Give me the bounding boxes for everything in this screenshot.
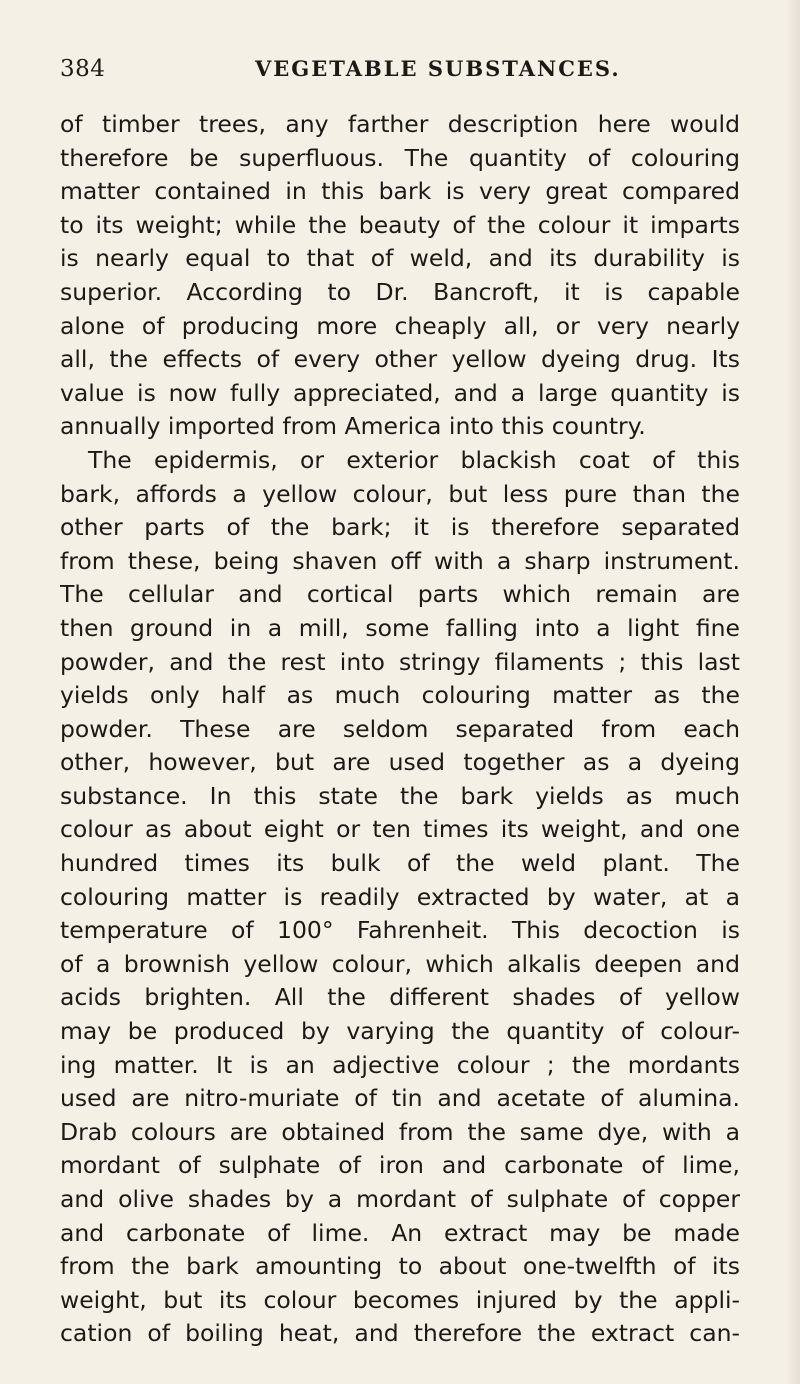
- page-edge-shadow: [786, 0, 800, 1384]
- text-line: other parts of the bark; it is therefore separated: [60, 513, 740, 542]
- text-line: all, the effects of every other yellow dyeing drug. Its: [60, 345, 740, 374]
- text-line: colour as about eight or ten times its weight, and one: [60, 815, 740, 844]
- text-line: may be produced by varying the quantity of colour-: [60, 1017, 740, 1046]
- text-line: matter contained in this bark is very great compared: [60, 177, 740, 206]
- text-line: ing matter. It is an adjective colour ; the mordants: [60, 1050, 740, 1079]
- text-line: The cellular and cortical parts which remain are: [60, 580, 740, 609]
- text-line: other, however, but are used together as a dyeing: [60, 748, 740, 777]
- text-line: hundred times its bulk of the weld plant. The: [60, 849, 740, 878]
- text-line: from these, being shaven off with a sharp instrument.: [60, 546, 740, 575]
- body-text: [60, 108, 740, 1351]
- text-line: mordant of sulphate of iron and carbonate of lime,: [60, 1151, 740, 1180]
- text-line: weight, but its colour becomes injured by the appli-: [60, 1285, 740, 1314]
- text-line: from the bark amounting to about one-twelfth of its: [60, 1252, 740, 1281]
- text-line: to its weight; while the beauty of the colour it imparts: [60, 210, 740, 239]
- text-line: powder. These are seldom separated from each: [60, 714, 740, 743]
- text-line: is nearly equal to that of weld, and its durability is: [60, 244, 740, 273]
- text-line: of timber trees, any farther description here would: [60, 110, 740, 138]
- page-number: 384: [60, 56, 106, 82]
- text-line: of a brownish yellow colour, which alkalis deepen and: [60, 949, 740, 978]
- text-line: bark, affords a yellow colour, but less pure than the: [60, 479, 740, 508]
- running-title: VEGETABLE SUBSTANCES.: [255, 56, 621, 81]
- text-line: acids brighten. All the different shades of yellow: [60, 983, 740, 1012]
- text-line: Drab colours are obtained from the same dye, with a: [60, 1117, 740, 1146]
- paragraph-start-line: The epidermis, or exterior blackish coat of this: [88, 445, 740, 474]
- text-line: cation of boiling heat, and therefore the extract can-: [60, 1319, 740, 1348]
- running-head: [60, 56, 740, 92]
- text-line: and carbonate of lime. An extract may be made: [60, 1218, 740, 1247]
- paragraph-end-line: annually imported from America into this country.: [60, 412, 646, 441]
- text-line: superior. According to Dr. Bancroft, it is capable: [60, 277, 740, 306]
- text-line: used are nitro-muriate of tin and acetate of alumina.: [60, 1084, 740, 1113]
- text-line: alone of producing more cheaply all, or very nearly: [60, 311, 740, 340]
- text-line: colouring matter is readily extracted by water, at a: [60, 882, 740, 911]
- text-line: then ground in a mill, some falling into a light fine: [60, 613, 740, 642]
- text-line: yields only half as much colouring matter as the: [60, 681, 740, 710]
- text-line: and olive shades by a mordant of sulphate of copper: [60, 1185, 740, 1213]
- text-line: powder, and the rest into stringy filaments ; this last: [60, 647, 740, 676]
- text-line: substance. In this state the bark yields as much: [60, 781, 740, 810]
- text-line: temperature of 100° Fahrenheit. This decoction is: [60, 916, 740, 945]
- text-line: therefore be superfluous. The quantity of colouring: [60, 143, 740, 172]
- text-line: value is now fully appreciated, and a large quantity is: [60, 378, 740, 407]
